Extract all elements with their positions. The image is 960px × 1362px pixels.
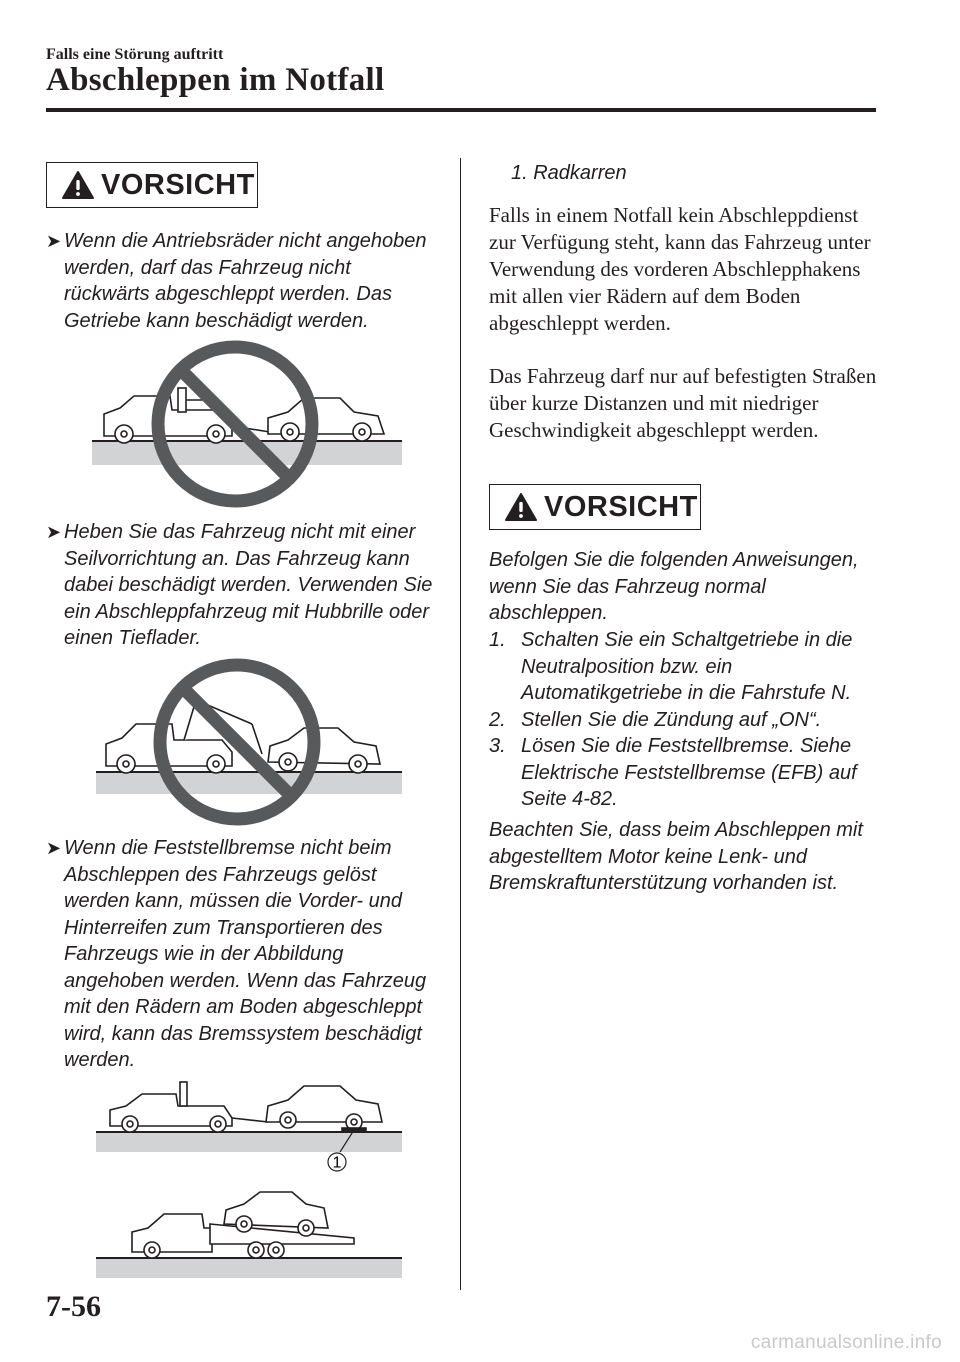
wheel-lift-tow-truck bbox=[110, 1082, 268, 1132]
car-on-flatbed bbox=[224, 1192, 328, 1236]
step-item bbox=[489, 733, 884, 813]
caution-label: VORSICHT bbox=[544, 490, 698, 523]
step-item bbox=[489, 707, 884, 734]
page-number: 7-56 bbox=[46, 1290, 101, 1323]
caution-bullet-1 bbox=[46, 228, 440, 334]
column-divider bbox=[460, 158, 461, 1290]
step-text: Lösen Sie die Feststellbremse. Siehe Elektrische Feststellbremse (EFB) auf Seite 4-82. bbox=[521, 735, 857, 810]
road bbox=[96, 772, 402, 794]
caution-box-left bbox=[46, 162, 258, 208]
caution-bullet-2 bbox=[46, 519, 440, 652]
caution-outro: Beachten Sie, dass beim Abschleppen mit abgestelltem Motor keine Lenk- und Bremskraftunterstützung vorhanden ist. bbox=[489, 819, 863, 894]
towing-steps bbox=[489, 627, 884, 813]
bullet-text: Wenn die Antriebsräder nicht angehoben werden, darf das Fahrzeug nicht rückwärts abgeschleppt werden. Das Getriebe kann beschädigt werden. bbox=[64, 230, 427, 332]
step-text: Schalten Sie ein Schaltgetriebe in die Neutralposition bzw. ein Automatikgetriebe in die Fahrstufe N. bbox=[521, 629, 853, 704]
caution-bullet-3 bbox=[46, 835, 440, 1074]
illustration-approved-tow-methods bbox=[92, 1078, 404, 1278]
bullet-text: Wenn die Feststellbremse nicht beim Abschleppen des Fahrzeugs gelöst werden kann, müssen die Vorder- und Hinterreifen zum Transportieren des Fahrzeugs wie in der Abbildung angehoben werden. Wenn das Fahrzeug mit den Rädern am Boden abgeschleppt wird, kann das Bremssystem beschädigt werden. bbox=[64, 837, 427, 1071]
road bbox=[96, 1258, 402, 1278]
towed-car bbox=[268, 398, 384, 441]
caution-box-right bbox=[489, 484, 701, 530]
caution-intro: Befolgen Sie die folgenden Anweisungen, wenn Sie das Fahrzeug normal abschleppen. bbox=[489, 549, 859, 624]
step-number: 1. bbox=[489, 629, 506, 651]
step-item bbox=[489, 627, 884, 707]
callout-number: 1 bbox=[332, 1154, 342, 1172]
watermark-link[interactable]: carmanualsonline.info bbox=[750, 1332, 942, 1353]
figure-legend: 1. Radkarren bbox=[511, 162, 627, 184]
body-paragraph-2: Das Fahrzeug darf nur auf befestigten Straßen über kurze Distanzen und mit niedriger Geschwindigkeit abgeschleppt werden. bbox=[489, 364, 877, 442]
road bbox=[96, 1132, 402, 1152]
caution-label: VORSICHT bbox=[101, 168, 255, 201]
bullet-arrow-icon: ➤ bbox=[46, 231, 62, 251]
illustration-no-rear-tow bbox=[92, 336, 404, 512]
step-number: 3. bbox=[489, 735, 506, 757]
header-rule bbox=[46, 108, 876, 112]
illustration-no-sling-tow bbox=[92, 654, 404, 830]
car-on-dolly bbox=[266, 1086, 382, 1132]
page-title: Abschleppen im Notfall bbox=[46, 62, 385, 98]
bullet-text: Heben Sie das Fahrzeug nicht mit einer Seilvorrichtung an. Das Fahrzeug kann dabei beschädigt werden. Verwenden Sie ein Abschleppfahrzeug mit Hubbrille oder einen Tieflader. bbox=[64, 521, 433, 649]
warning-triangle-icon bbox=[504, 492, 538, 522]
body-paragraph-1: Falls in einem Notfall kein Abschleppdienst zur Verfügung steht, kann das Fahrzeug unter Verwendung des vorderen Abschlepphakens mit allen vier Rädern auf dem Boden abgeschleppt werden. bbox=[489, 203, 871, 335]
step-text: Stellen Sie die Zündung auf „ON“. bbox=[521, 708, 822, 731]
section-label: Falls eine Störung auftritt bbox=[46, 46, 224, 63]
lifted-car bbox=[268, 728, 380, 773]
bullet-arrow-icon: ➤ bbox=[46, 522, 62, 542]
bullet-arrow-icon: ➤ bbox=[46, 838, 62, 858]
step-number: 2. bbox=[489, 708, 506, 731]
warning-triangle-icon bbox=[61, 170, 95, 200]
